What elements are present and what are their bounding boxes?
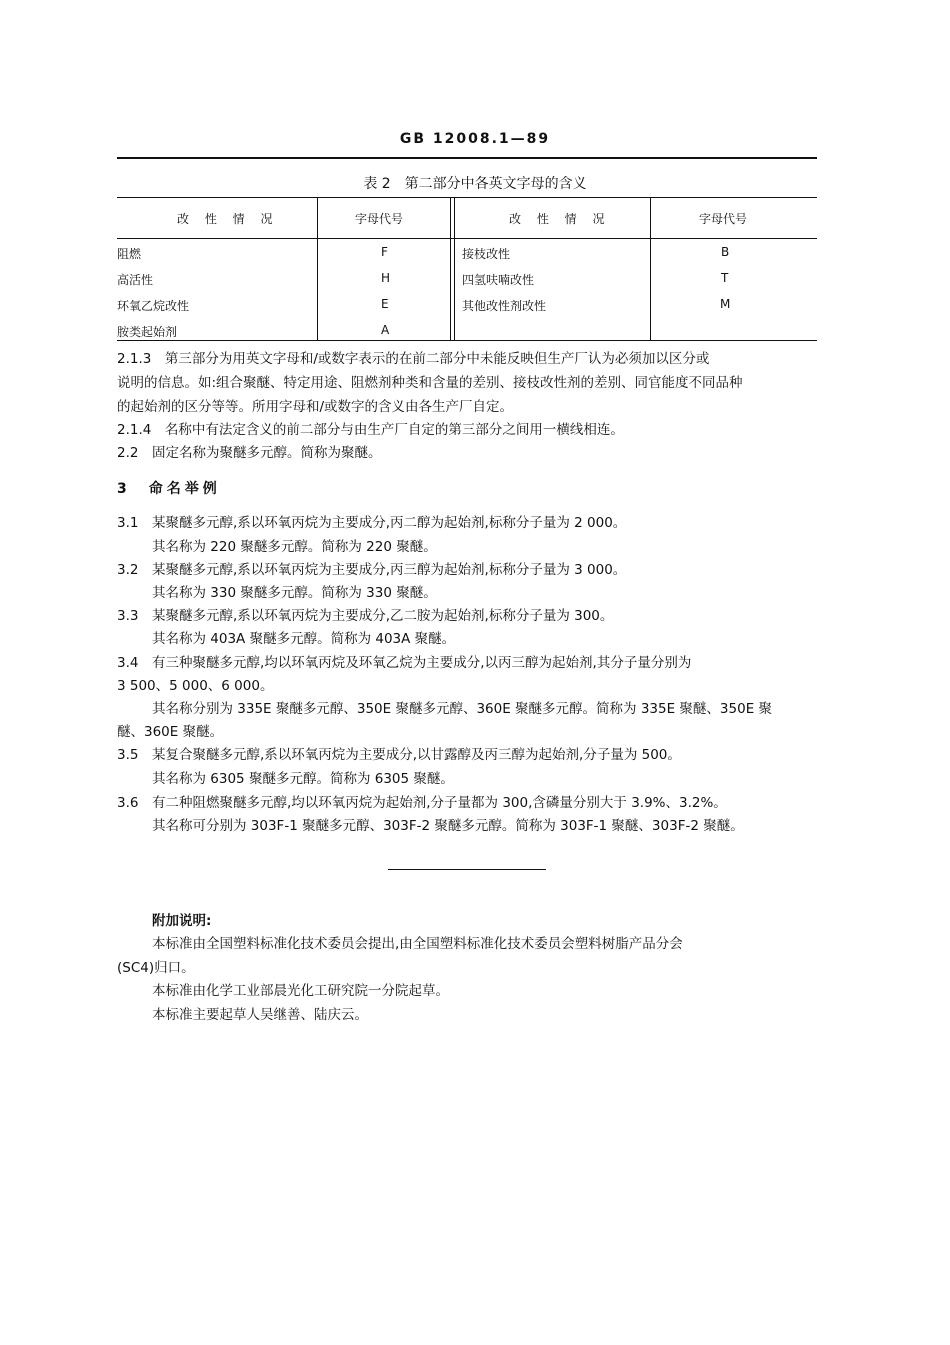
clause-3-3-name: 其名称为 403A 聚醚多元醇。简称为 403A 聚醚。 (152, 631, 456, 647)
table-cell: T (721, 271, 729, 285)
table-cell: 其他改性剂改性 (462, 299, 547, 313)
clause-3-6-name: 其名称可分别为 303F-1 聚醚多元醇、303F-2 聚醚多元醇。简称为 303F-1 聚醚、303F-2 聚醚。 (152, 818, 744, 834)
appendix-line: 本标准由化学工业部晨光化工研究院一分院起草。 (152, 983, 449, 999)
section-3-heading: 3 命名举例 (117, 481, 221, 497)
table-divider (317, 197, 318, 340)
clause-2-1-3-line: 的起始剂的区分等等。所用字母和/或数字的含义由各生产厂自定。 (117, 399, 514, 415)
table-double-divider (450, 197, 455, 340)
table-cell: F (381, 245, 388, 259)
table-cell: 胺类起始剂 (117, 325, 178, 339)
table-cell: 环氧乙烷改性 (117, 299, 190, 313)
clause-3-5: 3.5 某复合聚醚多元醇,系以环氧丙烷为主要成分,以甘露醇及丙三醇为起始剂,分子量为 500。 (117, 747, 681, 763)
standard-code-header: GB 12008.1—89 (399, 131, 551, 147)
appendix-line: (SC4)归口。 (117, 960, 195, 976)
table-header-cell: 改 性 情 况 (509, 212, 611, 226)
clause-2-1-3-line: 2.1.3 第三部分为用英文字母和/或数字表示的在前二部分中未能反映但生产厂认为必须加以区分或 (117, 351, 710, 367)
end-of-text-rule (388, 869, 546, 870)
table-cell: B (721, 245, 730, 259)
table-top-rule (117, 197, 817, 198)
appendix-line: 本标准主要起草人吴继善、陆庆云。 (152, 1007, 368, 1023)
table-caption: 表 2 第二部分中各英文字母的含义 (363, 176, 587, 192)
table-divider (650, 197, 651, 340)
clause-3-3: 3.3 某聚醚多元醇,系以环氧丙烷为主要成分,乙二胺为起始剂,标称分子量为 300。 (117, 608, 614, 624)
clause-3-4-name-cont: 醚、360E 聚醚。 (117, 724, 224, 740)
clause-3-2-name: 其名称为 330 聚醚多元醇。简称为 330 聚醚。 (152, 585, 437, 601)
table-bottom-rule (117, 340, 817, 341)
appendix-title: 附加说明: (152, 913, 212, 929)
clause-2-1-4: 2.1.4 名称中有法定含义的前二部分与由生产厂自定的第三部分之间用一横线相连。 (117, 422, 624, 438)
table-header-cell: 字母代号 (355, 212, 404, 226)
clause-2-1-3-line: 说明的信息。如:组合聚醚、特定用途、阻燃剂种类和含量的差别、接枝改性剂的差别、同官能度不同品种 (117, 375, 743, 391)
table-cell: A (381, 323, 390, 337)
table-header-cell: 改 性 情 况 (177, 212, 279, 226)
clause-2-2: 2.2 固定名称为聚醚多元醇。简称为聚醚。 (117, 445, 382, 461)
table-header-rule (117, 238, 817, 239)
appendix-line: 本标准由全国塑料标准化技术委员会提出,由全国塑料标准化技术委员会塑料树脂产品分会 (152, 936, 683, 952)
table-header-cell: 字母代号 (699, 212, 748, 226)
table-cell: 阻燃 (117, 247, 142, 261)
table-cell: 高活性 (117, 273, 154, 287)
clause-3-5-name: 其名称为 6305 聚醚多元醇。简称为 6305 聚醚。 (152, 771, 454, 787)
table-cell: E (381, 297, 389, 311)
table-cell: 四氢呋喃改性 (462, 273, 535, 287)
table-cell: H (381, 271, 391, 285)
clause-3-2: 3.2 某聚醚多元醇,系以环氧丙烷为主要成分,丙三醇为起始剂,标称分子量为 3 000。 (117, 562, 627, 578)
clause-3-1: 3.1 某聚醚多元醇,系以环氧丙烷为主要成分,丙二醇为起始剂,标称分子量为 2 000。 (117, 515, 627, 531)
table-cell: M (720, 297, 731, 311)
clause-3-4: 3.4 有三种聚醚多元醇,均以环氧丙烷及环氧乙烷为主要成分,以丙三醇为起始剂,其分子量分别为 (117, 655, 692, 671)
table-cell: 接枝改性 (462, 247, 511, 261)
clause-3-4-values: 3 500、5 000、6 000。 (117, 678, 274, 694)
clause-3-1-name: 其名称为 220 聚醚多元醇。简称为 220 聚醚。 (152, 539, 437, 555)
letter-code-table (117, 197, 817, 340)
header-rule (117, 157, 817, 159)
clause-3-4-name: 其名称分别为 335E 聚醚多元醇、350E 聚醚多元醇、360E 聚醚多元醇。简称为 335E 聚醚、350E 聚 (152, 701, 773, 717)
clause-3-6: 3.6 有二种阻燃聚醚多元醇,均以环氧丙烷为起始剂,分子量都为 300,含磷量分别大于 3.9%、3.2%。 (117, 795, 727, 811)
